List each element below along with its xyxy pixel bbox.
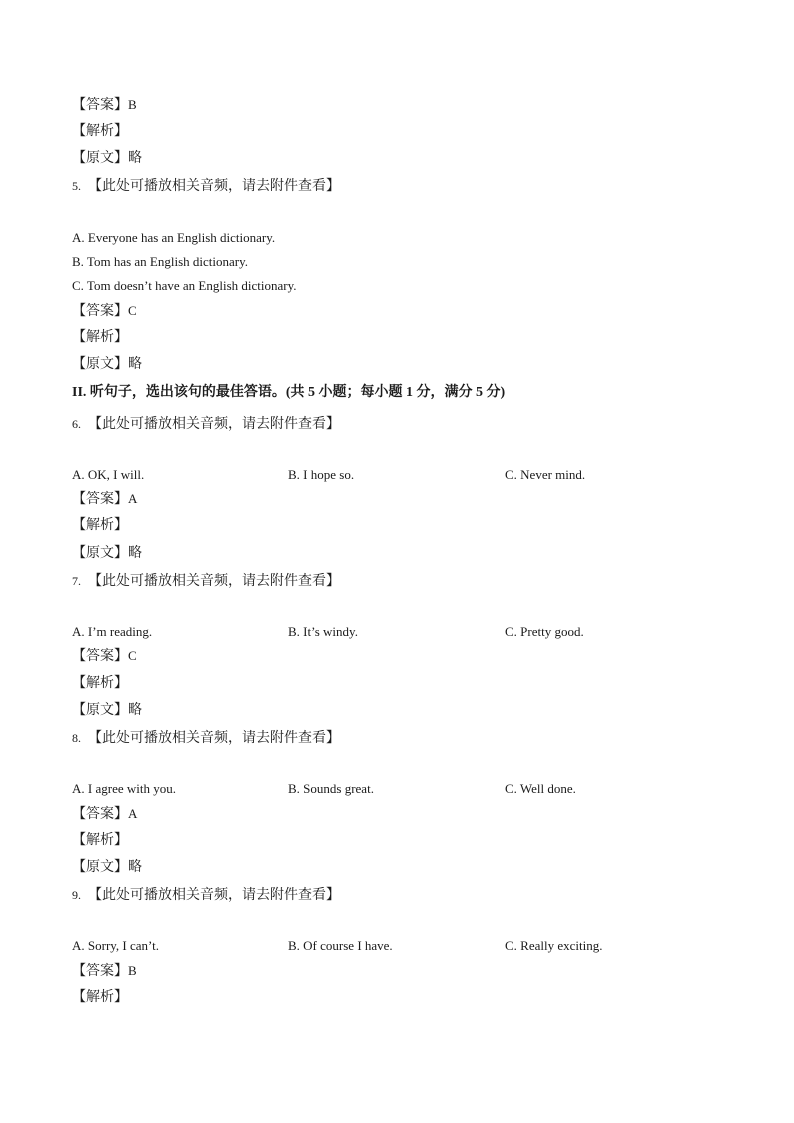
analysis-line-q6 bbox=[72, 517, 128, 535]
question-number: 5. bbox=[72, 179, 81, 193]
option-a-q5: A. Everyone has an English dictionary. bbox=[72, 230, 276, 245]
original-line-q7 bbox=[72, 702, 142, 720]
section-heading: II. 听句子，选出该句的最佳答语。(共 5 小题；每小题 1 分，满分 5 分) bbox=[72, 385, 506, 400]
analysis-line-q9 bbox=[72, 989, 128, 1007]
answer-line-q6 bbox=[72, 490, 137, 509]
option-b: B. I hope so. bbox=[288, 467, 355, 482]
answer-label: 【答案】 bbox=[72, 492, 128, 507]
answer-line-q5 bbox=[72, 302, 137, 321]
options-row-q7 bbox=[72, 623, 732, 641]
audio-placeholder[interactable]: 【此处可播放相关音频，请去附件查看】 bbox=[88, 417, 340, 432]
original-label: 【原文】 bbox=[72, 860, 128, 875]
question-9 bbox=[72, 886, 340, 905]
analysis-line-q4 bbox=[72, 123, 128, 141]
option-b: B. Sounds great. bbox=[288, 781, 374, 796]
analysis-line-q8 bbox=[72, 832, 128, 850]
option-a: A. I agree with you. bbox=[72, 781, 176, 796]
analysis-label: 【解析】 bbox=[72, 833, 128, 848]
analysis-line-q7 bbox=[72, 675, 128, 693]
answer-line-q9 bbox=[72, 962, 137, 981]
option-c-q5: C. Tom doesn’t have an English dictionary. bbox=[72, 278, 297, 293]
question-5 bbox=[72, 177, 340, 196]
original-label: 【原文】 bbox=[72, 151, 128, 166]
audio-placeholder[interactable]: 【此处可播放相关音频，请去附件查看】 bbox=[88, 888, 340, 903]
question-number: 8. bbox=[72, 731, 81, 745]
answer-label: 【答案】 bbox=[72, 807, 128, 822]
option-a: A. I’m reading. bbox=[72, 624, 153, 639]
analysis-label: 【解析】 bbox=[72, 990, 128, 1005]
question-8 bbox=[72, 729, 340, 748]
original-label: 【原文】 bbox=[72, 357, 128, 372]
audio-placeholder[interactable]: 【此处可播放相关音频，请去附件查看】 bbox=[88, 179, 340, 194]
option-a: A. Sorry, I can’t. bbox=[72, 938, 160, 953]
original-text: 略 bbox=[128, 703, 142, 718]
option-c: C. Pretty good. bbox=[505, 624, 584, 639]
answer-label: 【答案】 bbox=[72, 649, 128, 664]
answer-label: 【答案】 bbox=[72, 98, 128, 113]
option-b-q5: B. Tom has an English dictionary. bbox=[72, 254, 249, 269]
original-line-q5 bbox=[72, 356, 142, 374]
answer-value: C bbox=[128, 303, 137, 318]
original-text: 略 bbox=[128, 151, 142, 166]
options-row-q6 bbox=[72, 466, 732, 484]
option-b: B. Of course I have. bbox=[288, 938, 393, 953]
original-text: 略 bbox=[128, 546, 142, 561]
option-c: C. Well done. bbox=[505, 781, 576, 796]
original-line-q6 bbox=[72, 545, 142, 563]
answer-value: A bbox=[128, 806, 138, 821]
answer-line-q4 bbox=[72, 96, 137, 115]
option-c: C. Really exciting. bbox=[505, 938, 603, 953]
option-c: C. Never mind. bbox=[505, 467, 586, 482]
answer-value: C bbox=[128, 648, 137, 663]
answer-label: 【答案】 bbox=[72, 304, 128, 319]
answer-label: 【答案】 bbox=[72, 964, 128, 979]
original-label: 【原文】 bbox=[72, 546, 128, 561]
analysis-line-q5 bbox=[72, 329, 128, 347]
answer-value: B bbox=[128, 963, 137, 978]
audio-placeholder[interactable]: 【此处可播放相关音频，请去附件查看】 bbox=[88, 574, 340, 589]
question-number: 9. bbox=[72, 888, 81, 902]
analysis-label: 【解析】 bbox=[72, 330, 128, 345]
answer-value: B bbox=[128, 97, 137, 112]
answer-line-q7 bbox=[72, 647, 137, 666]
analysis-label: 【解析】 bbox=[72, 124, 128, 139]
original-line-q4 bbox=[72, 150, 142, 168]
original-line-q8 bbox=[72, 859, 142, 877]
answer-value: A bbox=[128, 491, 138, 506]
original-text: 略 bbox=[128, 357, 142, 372]
options-row-q9 bbox=[72, 937, 732, 955]
answer-line-q8 bbox=[72, 805, 137, 824]
audio-placeholder[interactable]: 【此处可播放相关音频，请去附件查看】 bbox=[88, 731, 340, 746]
question-number: 6. bbox=[72, 417, 81, 431]
options-row-q8 bbox=[72, 780, 732, 798]
original-text: 略 bbox=[128, 860, 142, 875]
original-label: 【原文】 bbox=[72, 703, 128, 718]
option-b: B. It’s windy. bbox=[288, 624, 358, 639]
question-number: 7. bbox=[72, 574, 81, 588]
option-a: A. OK, I will. bbox=[72, 467, 145, 482]
analysis-label: 【解析】 bbox=[72, 676, 128, 691]
question-6 bbox=[72, 415, 340, 434]
question-7 bbox=[72, 572, 340, 591]
analysis-label: 【解析】 bbox=[72, 518, 128, 533]
